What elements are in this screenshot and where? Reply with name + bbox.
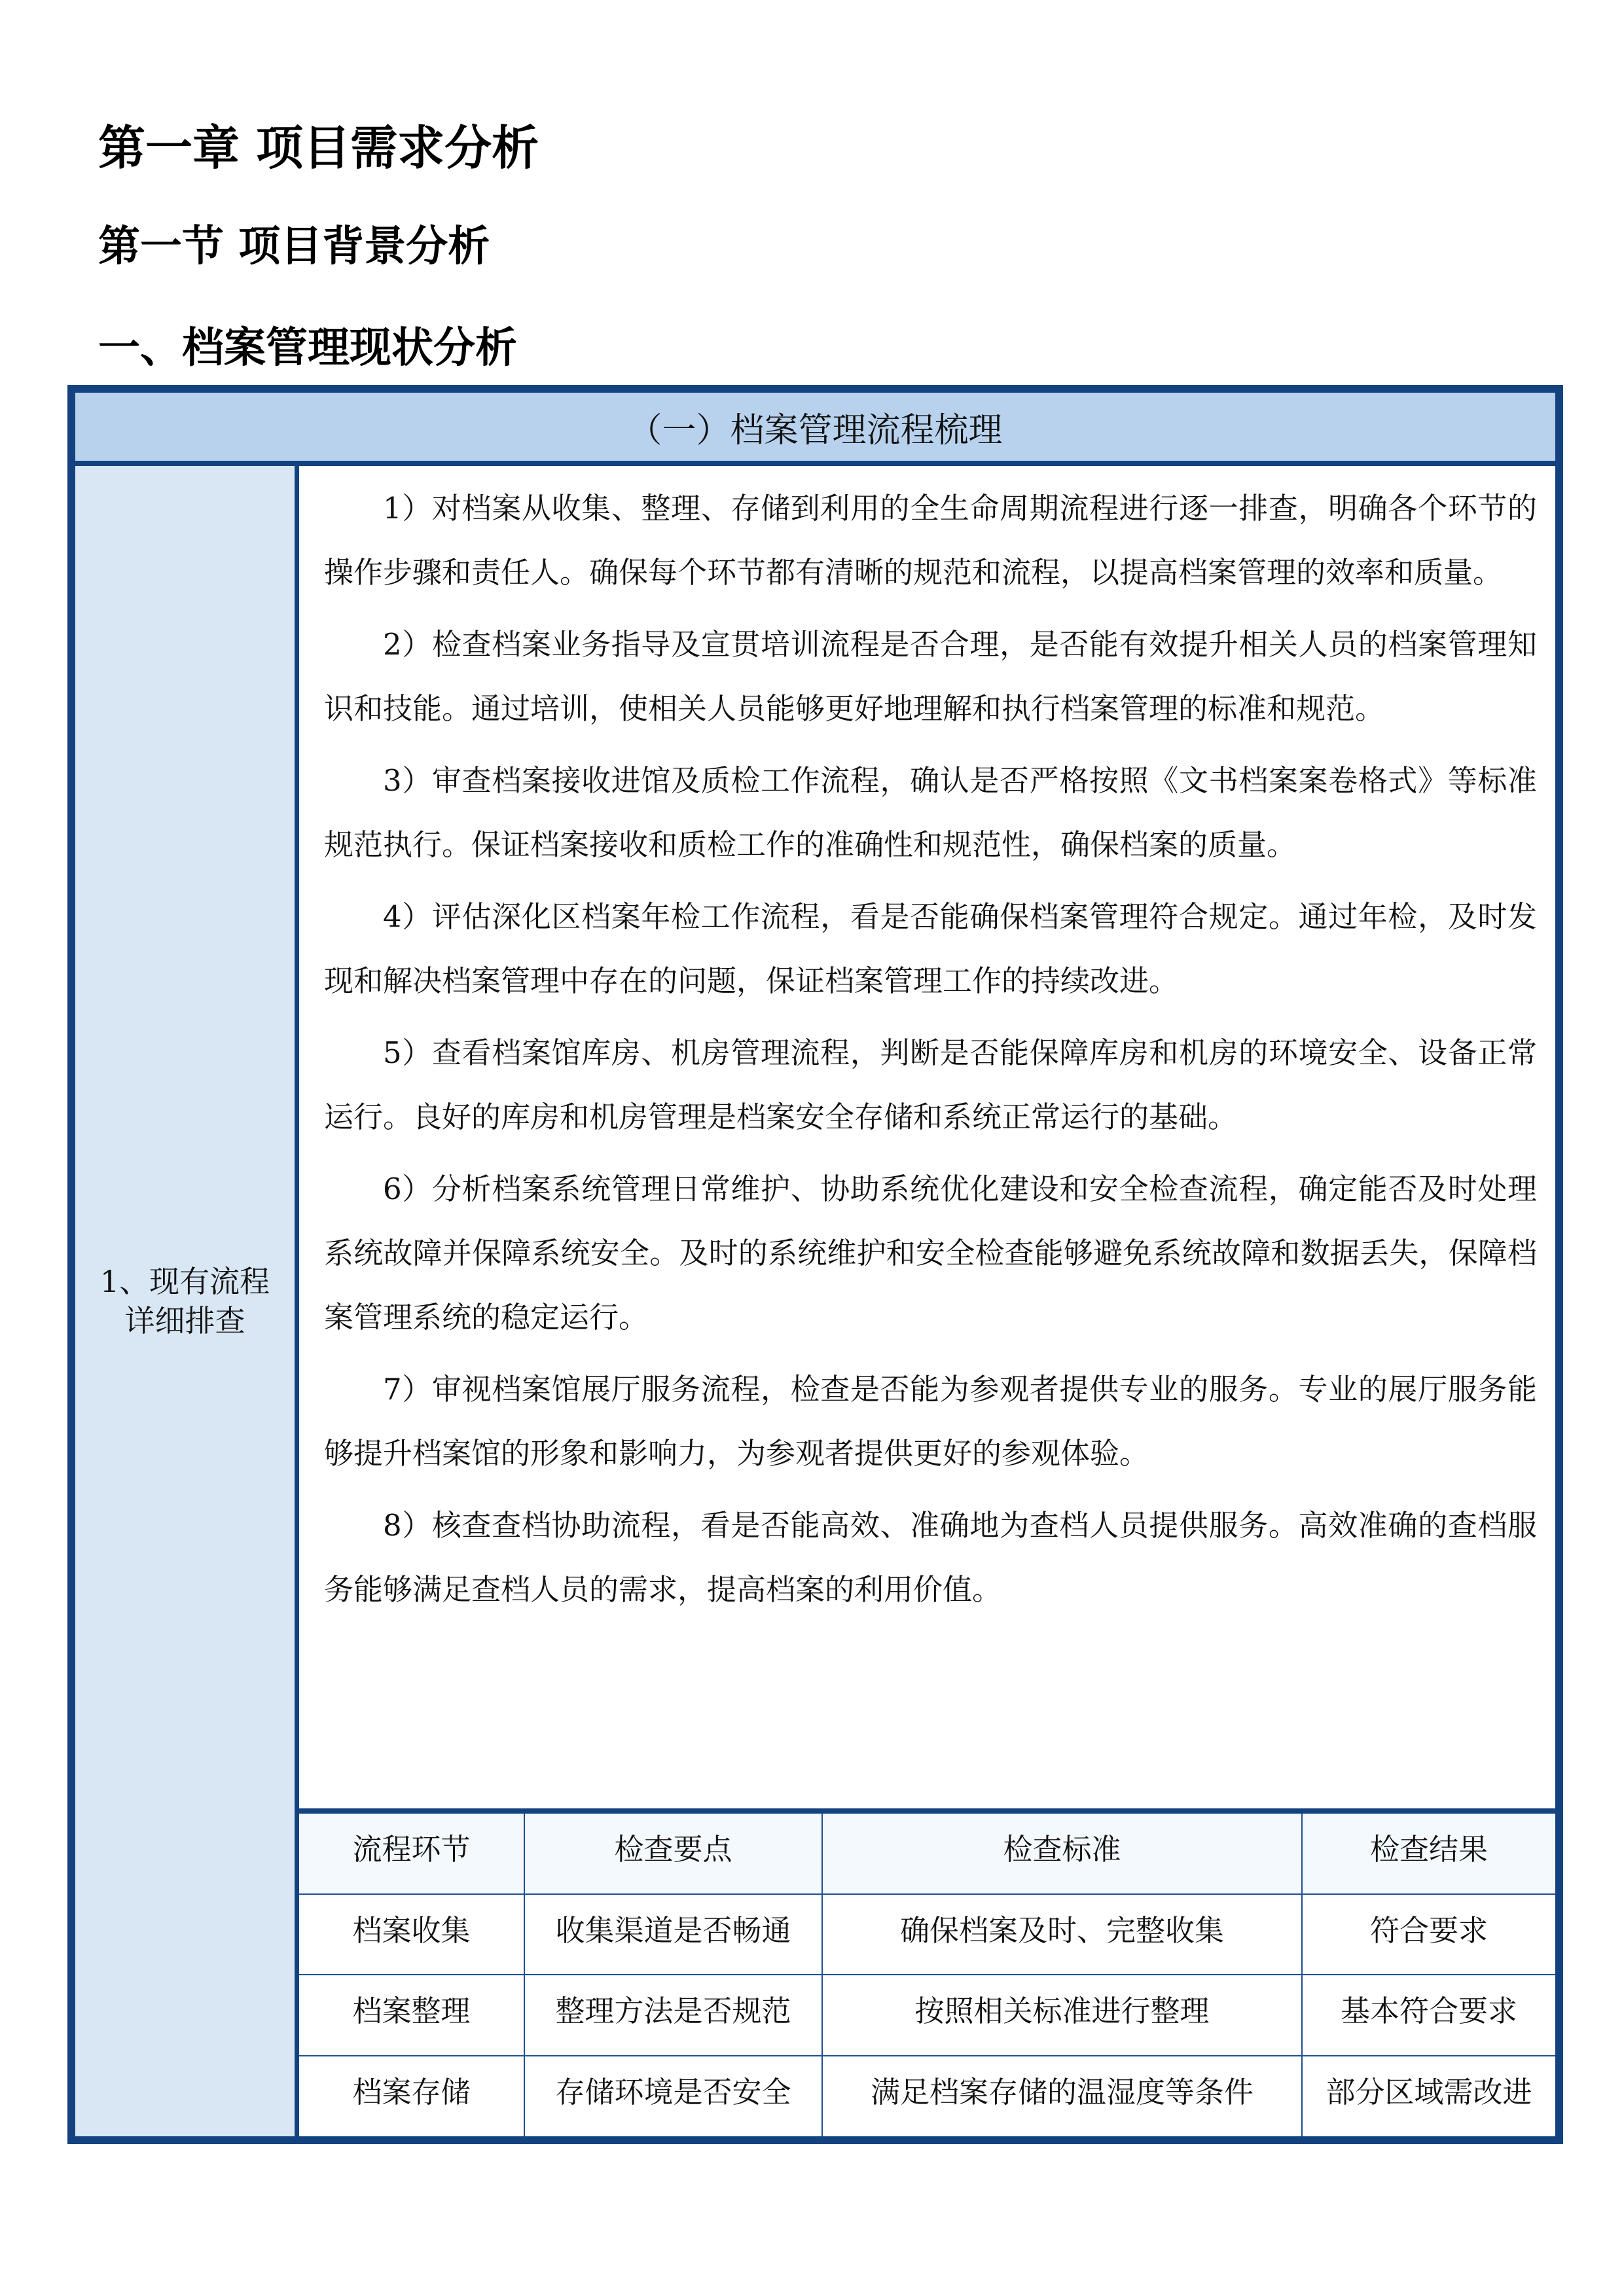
paragraph: 2）检查档案业务指导及宣贯培训流程是否合理，是否能有效提升相关人员的档案管理知识和技能。通过培训，使相关人员能够更好地理解和执行档案管理的标准和规范。 <box>324 627 1537 726</box>
cell: 整理方法是否规范 <box>524 1975 822 2056</box>
header-cell: 检查要点 <box>524 1814 822 1894</box>
row-label-cell <box>75 466 299 2136</box>
cell: 满足档案存储的温湿度等条件 <box>822 2056 1302 2136</box>
header-cell: 检查结果 <box>1302 1814 1555 1894</box>
table-title: （一）档案管理流程梳理 <box>75 393 1555 466</box>
paragraph: 4）评估深化区档案年检工作流程，看是否能确保档案管理符合规定。通过年检，及时发现和解决档案管理中存在的问题，保证档案管理工作的持续改进。 <box>324 899 1537 998</box>
cell: 基本符合要求 <box>1302 1975 1555 2056</box>
paragraph: 6）分析档案系统管理日常维护、协助系统优化建设和安全检查流程，确定能否及时处理系统故障并保障系统安全。及时的系统维护和安全检查能够避免系统故障和数据丢失，保障档案管理系统的稳定运行。 <box>324 1172 1537 1335</box>
paragraph: 8）核查查档协助流程，看是否能高效、准确地为查档人员提供服务。高效准确的查档服务能够满足查档人员的需求，提高档案的利用价值。 <box>324 1508 1537 1607</box>
description-cell <box>324 476 1537 1630</box>
cell: 收集渠道是否畅通 <box>524 1894 822 1975</box>
paragraph: 5）查看档案馆库房、机房管理流程，判断是否能保障库房和机房的环境安全、设备正常运行。良好的库房和机房管理是档案安全存储和系统正常运行的基础。 <box>324 1035 1537 1134</box>
table-row <box>299 1894 1555 1975</box>
table-row <box>299 2056 1555 2136</box>
check-table <box>299 1808 1555 2136</box>
process-review-table <box>67 385 1563 2144</box>
paragraph: 1）对档案从收集、整理、存储到利用的全生命周期流程进行逐一排查，明确各个环节的操作步骤和责任人。确保每个环节都有清晰的规范和流程，以提高档案管理的效率和质量。 <box>324 491 1537 590</box>
section-heading: 第一节 项目背景分析 <box>98 223 490 271</box>
paragraph: 3）审查档案接收进馆及质检工作流程，确认是否严格按照《文书档案案卷格式》等标准规范执行。保证档案接收和质检工作的准确性和规范性，确保档案的质量。 <box>324 763 1537 862</box>
cell: 档案收集 <box>299 1894 524 1975</box>
row-label: 1、现有流程详细排查 <box>99 1264 270 1338</box>
chapter-heading: 第一章 项目需求分析 <box>98 120 539 175</box>
subsection-heading: 一、档案管理现状分析 <box>98 324 517 372</box>
cell: 符合要求 <box>1302 1894 1555 1975</box>
header-cell: 检查标准 <box>822 1814 1302 1894</box>
cell: 存储环境是否安全 <box>524 2056 822 2136</box>
cell: 按照相关标准进行整理 <box>822 1975 1302 2056</box>
table-header-row <box>299 1814 1555 1894</box>
cell: 部分区域需改进 <box>1302 2056 1555 2136</box>
header-cell: 流程环节 <box>299 1814 524 1894</box>
cell: 档案整理 <box>299 1975 524 2056</box>
paragraph: 7）审视档案馆展厅服务流程，检查是否能为参观者提供专业的服务。专业的展厅服务能够提升档案馆的形象和影响力，为参观者提供更好的参观体验。 <box>324 1372 1537 1471</box>
table-row <box>299 1975 1555 2056</box>
cell: 档案存储 <box>299 2056 524 2136</box>
cell: 确保档案及时、完整收集 <box>822 1894 1302 1975</box>
